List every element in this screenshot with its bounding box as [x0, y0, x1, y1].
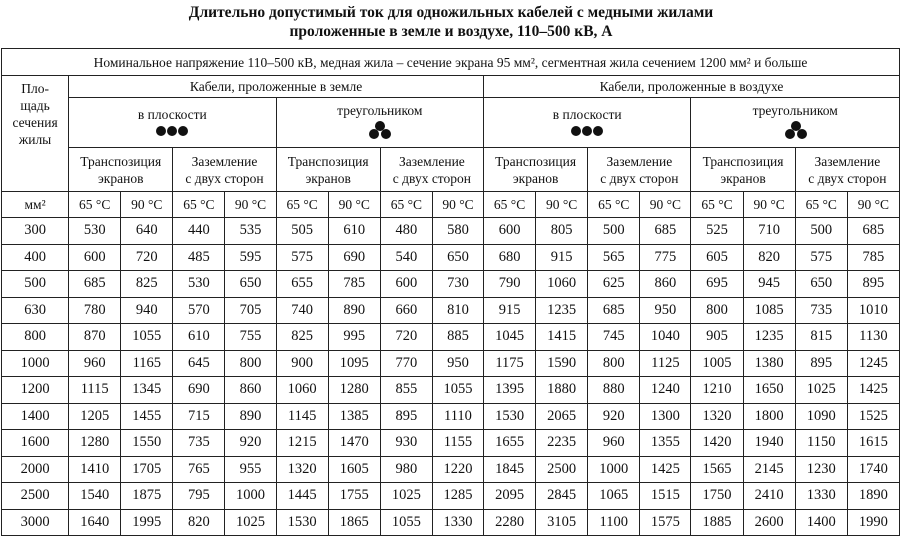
current-value-cell: 890 — [225, 403, 276, 430]
current-value-cell: 825 — [276, 324, 328, 351]
current-value-cell: 1845 — [484, 456, 536, 483]
current-value-cell: 1470 — [328, 430, 380, 457]
temp-90-header: 90 °C — [743, 192, 795, 218]
temp-90-header: 90 °C — [121, 192, 173, 218]
current-value-cell: 1525 — [847, 403, 899, 430]
current-value-cell: 1235 — [536, 297, 588, 324]
current-value-cell: 1155 — [432, 430, 483, 457]
current-value-cell: 720 — [380, 324, 432, 351]
current-value-cell: 945 — [743, 271, 795, 298]
transposition-header: Транспозиция экранов — [69, 148, 173, 192]
temp-65-header: 65 °C — [588, 192, 640, 218]
current-value-cell: 1345 — [121, 377, 173, 404]
current-value-cell: 1755 — [328, 483, 380, 510]
current-value-cell: 1280 — [69, 430, 121, 457]
current-value-cell: 1615 — [847, 430, 899, 457]
table-row — [2, 483, 900, 510]
current-value-cell: 500 — [588, 218, 640, 245]
current-value-cell: 600 — [380, 271, 432, 298]
current-value-cell: 870 — [69, 324, 121, 351]
current-value-cell: 1025 — [795, 377, 847, 404]
current-value-cell: 1165 — [121, 350, 173, 377]
current-value-cell: 1235 — [743, 324, 795, 351]
current-value-cell: 1540 — [69, 483, 121, 510]
current-value-cell: 1025 — [225, 509, 276, 536]
current-value-cell: 1415 — [536, 324, 588, 351]
current-value-cell: 960 — [588, 430, 640, 457]
temp-90-header: 90 °C — [536, 192, 588, 218]
current-value-cell: 2500 — [536, 456, 588, 483]
current-value-cell: 595 — [225, 244, 276, 271]
current-value-cell: 1550 — [121, 430, 173, 457]
current-value-cell: 500 — [795, 218, 847, 245]
temp-90-header: 90 °C — [432, 192, 483, 218]
grounding-header: Заземление с двух сторон — [380, 148, 483, 192]
current-value-cell: 685 — [69, 271, 121, 298]
current-value-cell: 1355 — [640, 430, 691, 457]
current-value-cell: 915 — [484, 297, 536, 324]
current-value-cell: 650 — [225, 271, 276, 298]
current-value-cell: 710 — [743, 218, 795, 245]
current-value-cell: 1410 — [69, 456, 121, 483]
current-value-cell: 1605 — [328, 456, 380, 483]
current-value-cell: 575 — [795, 244, 847, 271]
current-value-cell: 890 — [328, 297, 380, 324]
current-value-cell: 535 — [225, 218, 276, 245]
current-value-cell: 1885 — [691, 509, 743, 536]
voltage-note: Номинальное напряжение 110–500 кВ, медная жила – сечение экрана 95 мм², сегментная жила сечением 1200 мм² и больше — [2, 49, 900, 76]
current-value-cell: 815 — [795, 324, 847, 351]
current-value-cell: 895 — [847, 271, 899, 298]
current-value-cell: 685 — [847, 218, 899, 245]
temp-90-header: 90 °C — [225, 192, 276, 218]
current-value-cell: 2095 — [484, 483, 536, 510]
table-row — [2, 324, 900, 351]
table-row — [2, 509, 900, 536]
triangle-label: треугольником — [337, 103, 423, 118]
air-flat-header — [484, 98, 691, 148]
current-value-cell: 735 — [173, 430, 225, 457]
current-value-cell: 905 — [691, 324, 743, 351]
current-value-cell: 1090 — [795, 403, 847, 430]
current-value-cell: 765 — [173, 456, 225, 483]
current-value-cell: 860 — [640, 271, 691, 298]
air-header: Кабели, проложенные в воздухе — [484, 76, 900, 98]
current-value-cell: 720 — [121, 244, 173, 271]
current-value-cell: 1565 — [691, 456, 743, 483]
current-value-cell: 1040 — [640, 324, 691, 351]
current-value-cell: 2845 — [536, 483, 588, 510]
current-value-cell: 570 — [173, 297, 225, 324]
grounding-header: Заземление с двух сторон — [588, 148, 691, 192]
current-value-cell: 895 — [380, 403, 432, 430]
unit-cell: мм² — [2, 192, 69, 218]
current-value-cell: 1055 — [380, 509, 432, 536]
current-value-cell: 1385 — [328, 403, 380, 430]
current-value-cell: 1420 — [691, 430, 743, 457]
area-value-cell: 1400 — [2, 403, 69, 430]
current-value-cell: 855 — [380, 377, 432, 404]
current-value-cell: 1085 — [743, 297, 795, 324]
current-value-cell: 1380 — [743, 350, 795, 377]
current-value-cell: 940 — [121, 297, 173, 324]
current-value-cell: 715 — [173, 403, 225, 430]
current-value-cell: 1530 — [276, 509, 328, 536]
current-value-cell: 565 — [588, 244, 640, 271]
current-value-cell: 955 — [225, 456, 276, 483]
table-row — [2, 218, 900, 245]
current-value-cell: 650 — [795, 271, 847, 298]
transposition-header: Транспозиция экранов — [484, 148, 588, 192]
temp-90-header: 90 °C — [640, 192, 691, 218]
current-value-cell: 705 — [225, 297, 276, 324]
flat-formation-icon — [69, 125, 275, 139]
table-title — [0, 3, 902, 41]
current-value-cell: 485 — [173, 244, 225, 271]
area-value-cell: 300 — [2, 218, 69, 245]
current-value-cell: 1890 — [847, 483, 899, 510]
current-value-cell: 1145 — [276, 403, 328, 430]
current-value-cell: 900 — [276, 350, 328, 377]
ground-flat-header — [69, 98, 276, 148]
current-value-cell: 1010 — [847, 297, 899, 324]
current-value-cell: 820 — [173, 509, 225, 536]
current-value-cell: 1445 — [276, 483, 328, 510]
current-value-cell: 1220 — [432, 456, 483, 483]
current-value-cell: 530 — [69, 218, 121, 245]
current-value-cell: 1060 — [536, 271, 588, 298]
current-value-cell: 610 — [328, 218, 380, 245]
current-value-cell: 1210 — [691, 377, 743, 404]
current-value-cell: 1740 — [847, 456, 899, 483]
current-value-cell: 1425 — [640, 456, 691, 483]
table-row — [2, 244, 900, 271]
current-value-cell: 625 — [588, 271, 640, 298]
area-value-cell: 1600 — [2, 430, 69, 457]
current-value-cell: 800 — [691, 297, 743, 324]
ground-header: Кабели, проложенные в земле — [69, 76, 484, 98]
current-value-cell: 1400 — [795, 509, 847, 536]
triangle-formation-icon — [368, 121, 392, 139]
title-line-1: Длительно допустимый ток для одножильных кабелей с медными жилами — [188, 4, 714, 21]
current-value-cell: 1230 — [795, 456, 847, 483]
current-value-cell: 1175 — [484, 350, 536, 377]
current-value-cell: 1320 — [276, 456, 328, 483]
current-value-cell: 1590 — [536, 350, 588, 377]
current-value-cell: 2065 — [536, 403, 588, 430]
current-value-cell: 825 — [121, 271, 173, 298]
table-row — [2, 271, 900, 298]
flat-label: в плоскости — [552, 107, 622, 122]
current-value-cell: 655 — [276, 271, 328, 298]
flat-label: в плоскости — [137, 107, 207, 122]
current-value-cell: 1280 — [328, 377, 380, 404]
area-value-cell: 630 — [2, 297, 69, 324]
current-value-cell: 1530 — [484, 403, 536, 430]
current-value-cell: 610 — [173, 324, 225, 351]
current-value-cell: 3105 — [536, 509, 588, 536]
current-value-cell: 1000 — [225, 483, 276, 510]
current-value-cell: 1640 — [69, 509, 121, 536]
triangle-label: треугольником — [752, 103, 838, 118]
current-value-cell: 785 — [847, 244, 899, 271]
current-value-cell: 480 — [380, 218, 432, 245]
current-value-cell: 580 — [432, 218, 483, 245]
current-value-cell: 1575 — [640, 509, 691, 536]
current-value-cell: 1100 — [588, 509, 640, 536]
area-value-cell: 3000 — [2, 509, 69, 536]
current-value-cell: 1025 — [380, 483, 432, 510]
current-value-cell: 1880 — [536, 377, 588, 404]
current-value-cell: 735 — [795, 297, 847, 324]
current-value-cell: 605 — [691, 244, 743, 271]
current-value-cell: 740 — [276, 297, 328, 324]
current-value-cell: 690 — [173, 377, 225, 404]
current-value-cell: 2600 — [743, 509, 795, 536]
current-value-cell: 2235 — [536, 430, 588, 457]
current-value-cell: 650 — [432, 244, 483, 271]
current-value-cell: 540 — [380, 244, 432, 271]
current-value-cell: 1750 — [691, 483, 743, 510]
current-value-cell: 1705 — [121, 456, 173, 483]
area-value-cell: 2000 — [2, 456, 69, 483]
current-value-cell: 930 — [380, 430, 432, 457]
current-value-cell: 525 — [691, 218, 743, 245]
current-value-cell: 1130 — [847, 324, 899, 351]
current-value-cell: 685 — [588, 297, 640, 324]
current-value-cell: 1320 — [691, 403, 743, 430]
area-value-cell: 2500 — [2, 483, 69, 510]
temp-65-header: 65 °C — [173, 192, 225, 218]
triangle-formation-icon — [783, 121, 807, 139]
current-value-cell: 800 — [588, 350, 640, 377]
title-line-2: проложенные в земле и воздухе, 110–500 кВ, А — [289, 23, 613, 40]
current-value-cell: 995 — [328, 324, 380, 351]
current-value-cell: 1865 — [328, 509, 380, 536]
current-value-cell: 820 — [743, 244, 795, 271]
current-value-cell: 685 — [640, 218, 691, 245]
current-value-cell: 575 — [276, 244, 328, 271]
current-value-cell: 1995 — [121, 509, 173, 536]
current-value-cell: 980 — [380, 456, 432, 483]
current-value-cell: 600 — [69, 244, 121, 271]
current-value-cell: 960 — [69, 350, 121, 377]
current-value-cell: 770 — [380, 350, 432, 377]
current-value-cell: 1215 — [276, 430, 328, 457]
temp-65-header: 65 °C — [380, 192, 432, 218]
transposition-header: Транспозиция экранов — [276, 148, 380, 192]
area-value-cell: 800 — [2, 324, 69, 351]
ampacity-table — [1, 48, 900, 536]
current-value-cell: 1055 — [121, 324, 173, 351]
current-value-cell: 790 — [484, 271, 536, 298]
current-value-cell: 2410 — [743, 483, 795, 510]
current-value-cell: 800 — [225, 350, 276, 377]
table-row — [2, 350, 900, 377]
temp-65-header: 65 °C — [276, 192, 328, 218]
current-value-cell: 1940 — [743, 430, 795, 457]
current-value-cell: 920 — [225, 430, 276, 457]
current-value-cell: 690 — [328, 244, 380, 271]
ground-triangle-header — [276, 98, 483, 148]
flat-formation-icon — [484, 125, 690, 139]
current-value-cell: 1395 — [484, 377, 536, 404]
current-value-cell: 915 — [536, 244, 588, 271]
current-value-cell: 895 — [795, 350, 847, 377]
current-value-cell: 1065 — [588, 483, 640, 510]
current-value-cell: 1425 — [847, 377, 899, 404]
current-value-cell: 1300 — [640, 403, 691, 430]
current-value-cell: 1045 — [484, 324, 536, 351]
current-value-cell: 680 — [484, 244, 536, 271]
current-value-cell: 2145 — [743, 456, 795, 483]
table-row — [2, 430, 900, 457]
grounding-header: Заземление с двух сторон — [795, 148, 899, 192]
current-value-cell: 805 — [536, 218, 588, 245]
current-value-cell: 1875 — [121, 483, 173, 510]
temp-65-header: 65 °C — [69, 192, 121, 218]
current-value-cell: 1245 — [847, 350, 899, 377]
current-value-cell: 860 — [225, 377, 276, 404]
current-value-cell: 1000 — [588, 456, 640, 483]
current-value-cell: 880 — [588, 377, 640, 404]
current-value-cell: 1455 — [121, 403, 173, 430]
current-value-cell: 1285 — [432, 483, 483, 510]
current-value-cell: 530 — [173, 271, 225, 298]
current-value-cell: 1650 — [743, 377, 795, 404]
current-value-cell: 1800 — [743, 403, 795, 430]
temp-90-header: 90 °C — [847, 192, 899, 218]
temp-65-header: 65 °C — [691, 192, 743, 218]
current-value-cell: 730 — [432, 271, 483, 298]
current-value-cell: 1095 — [328, 350, 380, 377]
area-value-cell: 500 — [2, 271, 69, 298]
grounding-header: Заземление с двух сторон — [173, 148, 276, 192]
area-value-cell: 1000 — [2, 350, 69, 377]
current-value-cell: 950 — [432, 350, 483, 377]
current-value-cell: 775 — [640, 244, 691, 271]
current-value-cell: 920 — [588, 403, 640, 430]
area-header: Пло- щадь сечения жилы — [2, 76, 69, 192]
current-value-cell: 1115 — [69, 377, 121, 404]
area-value-cell: 400 — [2, 244, 69, 271]
current-value-cell: 1125 — [640, 350, 691, 377]
current-value-cell: 1330 — [432, 509, 483, 536]
temp-65-header: 65 °C — [795, 192, 847, 218]
current-value-cell: 1330 — [795, 483, 847, 510]
table-row — [2, 403, 900, 430]
current-value-cell: 1990 — [847, 509, 899, 536]
current-value-cell: 745 — [588, 324, 640, 351]
current-value-cell: 660 — [380, 297, 432, 324]
current-value-cell: 1205 — [69, 403, 121, 430]
current-value-cell: 950 — [640, 297, 691, 324]
current-value-cell: 440 — [173, 218, 225, 245]
table-row — [2, 377, 900, 404]
current-value-cell: 1060 — [276, 377, 328, 404]
current-value-cell: 600 — [484, 218, 536, 245]
current-value-cell: 1055 — [432, 377, 483, 404]
current-value-cell: 2280 — [484, 509, 536, 536]
current-value-cell: 1150 — [795, 430, 847, 457]
current-value-cell: 755 — [225, 324, 276, 351]
current-value-cell: 810 — [432, 297, 483, 324]
current-value-cell: 1005 — [691, 350, 743, 377]
temp-90-header: 90 °C — [328, 192, 380, 218]
table-row — [2, 456, 900, 483]
current-value-cell: 780 — [69, 297, 121, 324]
temp-65-header: 65 °C — [484, 192, 536, 218]
air-triangle-header — [691, 98, 900, 148]
current-value-cell: 795 — [173, 483, 225, 510]
current-value-cell: 645 — [173, 350, 225, 377]
current-value-cell: 1655 — [484, 430, 536, 457]
current-value-cell: 505 — [276, 218, 328, 245]
current-value-cell: 1515 — [640, 483, 691, 510]
current-value-cell: 1110 — [432, 403, 483, 430]
current-value-cell: 1240 — [640, 377, 691, 404]
current-value-cell: 640 — [121, 218, 173, 245]
current-value-cell: 785 — [328, 271, 380, 298]
current-value-cell: 695 — [691, 271, 743, 298]
table-row — [2, 297, 900, 324]
current-value-cell: 885 — [432, 324, 483, 351]
transposition-header: Транспозиция экранов — [691, 148, 795, 192]
area-value-cell: 1200 — [2, 377, 69, 404]
